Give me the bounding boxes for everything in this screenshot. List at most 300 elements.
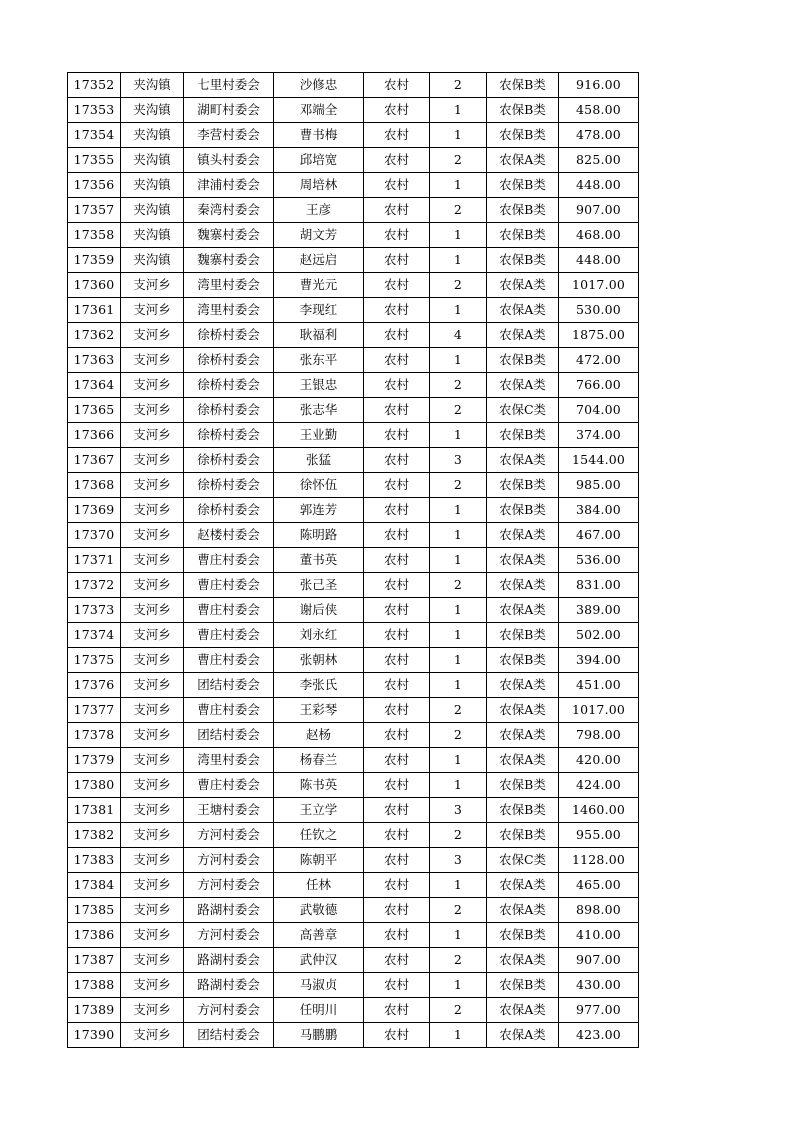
amount-cell: 465.00 — [559, 873, 639, 898]
amount-cell: 394.00 — [559, 648, 639, 673]
town-cell: 支河乡 — [121, 898, 184, 923]
residence-type-cell: 农村 — [364, 123, 430, 148]
table-row — [68, 598, 639, 623]
village-committee-cell: 曹庄村委会 — [184, 623, 274, 648]
household-count-cell: 1 — [430, 173, 487, 198]
person-name-cell: 沙修忠 — [274, 73, 364, 98]
record-id-cell: 17372 — [68, 573, 121, 598]
person-name-cell: 王立学 — [274, 798, 364, 823]
table-row — [68, 823, 639, 848]
table-row — [68, 548, 639, 573]
record-id-cell: 17382 — [68, 823, 121, 848]
village-committee-cell: 曹庄村委会 — [184, 698, 274, 723]
village-committee-cell: 曹庄村委会 — [184, 598, 274, 623]
household-count-cell: 1 — [430, 248, 487, 273]
record-id-cell: 17378 — [68, 723, 121, 748]
town-cell: 夹沟镇 — [121, 198, 184, 223]
person-name-cell: 李张氏 — [274, 673, 364, 698]
record-id-cell: 17364 — [68, 373, 121, 398]
person-name-cell: 耿福利 — [274, 323, 364, 348]
village-committee-cell: 团结村委会 — [184, 1023, 274, 1048]
household-count-cell: 3 — [430, 448, 487, 473]
person-name-cell: 王彩琴 — [274, 698, 364, 723]
table-row — [68, 173, 639, 198]
town-cell: 支河乡 — [121, 348, 184, 373]
amount-cell: 410.00 — [559, 923, 639, 948]
household-count-cell: 2 — [430, 73, 487, 98]
household-count-cell: 1 — [430, 523, 487, 548]
insurance-category-cell: 农保B类 — [487, 648, 559, 673]
insurance-category-cell: 农保B类 — [487, 923, 559, 948]
town-cell: 夹沟镇 — [121, 123, 184, 148]
residence-type-cell: 农村 — [364, 348, 430, 373]
village-committee-cell: 湖町村委会 — [184, 98, 274, 123]
town-cell: 支河乡 — [121, 498, 184, 523]
amount-cell: 468.00 — [559, 223, 639, 248]
record-id-cell: 17368 — [68, 473, 121, 498]
residence-type-cell: 农村 — [364, 148, 430, 173]
record-id-cell: 17352 — [68, 73, 121, 98]
person-name-cell: 谢后侠 — [274, 598, 364, 623]
amount-cell: 1544.00 — [559, 448, 639, 473]
village-committee-cell: 湾里村委会 — [184, 748, 274, 773]
person-name-cell: 刘永红 — [274, 623, 364, 648]
village-committee-cell: 路湖村委会 — [184, 973, 274, 998]
town-cell: 支河乡 — [121, 598, 184, 623]
person-name-cell: 胡文芳 — [274, 223, 364, 248]
residence-type-cell: 农村 — [364, 1023, 430, 1048]
village-committee-cell: 徐桥村委会 — [184, 423, 274, 448]
table-row — [68, 323, 639, 348]
household-count-cell: 2 — [430, 473, 487, 498]
household-count-cell: 2 — [430, 948, 487, 973]
town-cell: 支河乡 — [121, 923, 184, 948]
amount-cell: 977.00 — [559, 998, 639, 1023]
table-row — [68, 73, 639, 98]
person-name-cell: 徐怀伍 — [274, 473, 364, 498]
town-cell: 夹沟镇 — [121, 98, 184, 123]
town-cell: 支河乡 — [121, 1023, 184, 1048]
village-committee-cell: 方河村委会 — [184, 873, 274, 898]
village-committee-cell: 魏寨村委会 — [184, 223, 274, 248]
insurance-category-cell: 农保B类 — [487, 423, 559, 448]
record-id-cell: 17390 — [68, 1023, 121, 1048]
table-row — [68, 398, 639, 423]
record-id-cell: 17370 — [68, 523, 121, 548]
village-committee-cell: 方河村委会 — [184, 998, 274, 1023]
household-count-cell: 2 — [430, 998, 487, 1023]
person-name-cell: 陈朝平 — [274, 848, 364, 873]
record-id-cell: 17375 — [68, 648, 121, 673]
amount-cell: 1017.00 — [559, 273, 639, 298]
insurance-category-cell: 农保A类 — [487, 523, 559, 548]
table-row — [68, 673, 639, 698]
household-count-cell: 3 — [430, 848, 487, 873]
amount-cell: 704.00 — [559, 398, 639, 423]
record-id-cell: 17371 — [68, 548, 121, 573]
village-committee-cell: 路湖村委会 — [184, 898, 274, 923]
person-name-cell: 李现红 — [274, 298, 364, 323]
person-name-cell: 陈书英 — [274, 773, 364, 798]
household-count-cell: 2 — [430, 398, 487, 423]
amount-cell: 898.00 — [559, 898, 639, 923]
table-row — [68, 798, 639, 823]
household-count-cell: 1 — [430, 773, 487, 798]
amount-cell: 430.00 — [559, 973, 639, 998]
town-cell: 支河乡 — [121, 373, 184, 398]
person-name-cell: 张猛 — [274, 448, 364, 473]
village-committee-cell: 秦湾村委会 — [184, 198, 274, 223]
household-count-cell: 2 — [430, 373, 487, 398]
town-cell: 支河乡 — [121, 773, 184, 798]
insurance-category-cell: 农保B类 — [487, 473, 559, 498]
residence-type-cell: 农村 — [364, 573, 430, 598]
table-row — [68, 998, 639, 1023]
insurance-category-cell: 农保A类 — [487, 573, 559, 598]
person-name-cell: 王彦 — [274, 198, 364, 223]
household-count-cell: 1 — [430, 873, 487, 898]
record-id-cell: 17376 — [68, 673, 121, 698]
amount-cell: 472.00 — [559, 348, 639, 373]
town-cell: 夹沟镇 — [121, 73, 184, 98]
household-count-cell: 1 — [430, 223, 487, 248]
amount-cell: 448.00 — [559, 173, 639, 198]
table-row — [68, 198, 639, 223]
record-id-cell: 17363 — [68, 348, 121, 373]
table-row — [68, 973, 639, 998]
record-id-cell: 17361 — [68, 298, 121, 323]
insurance-category-cell: 农保B类 — [487, 173, 559, 198]
person-name-cell: 邱培宽 — [274, 148, 364, 173]
record-id-cell: 17360 — [68, 273, 121, 298]
household-count-cell: 2 — [430, 573, 487, 598]
insurance-category-cell: 农保A类 — [487, 373, 559, 398]
town-cell: 支河乡 — [121, 573, 184, 598]
town-cell: 支河乡 — [121, 623, 184, 648]
record-id-cell: 17356 — [68, 173, 121, 198]
residence-type-cell: 农村 — [364, 548, 430, 573]
town-cell: 支河乡 — [121, 798, 184, 823]
residence-type-cell: 农村 — [364, 823, 430, 848]
insurance-category-cell: 农保A类 — [487, 948, 559, 973]
person-name-cell: 赵远启 — [274, 248, 364, 273]
table-row — [68, 148, 639, 173]
insurance-category-cell: 农保C类 — [487, 398, 559, 423]
residence-type-cell: 农村 — [364, 423, 430, 448]
residence-type-cell: 农村 — [364, 698, 430, 723]
record-id-cell: 17386 — [68, 923, 121, 948]
person-name-cell: 张志华 — [274, 398, 364, 423]
table-row — [68, 923, 639, 948]
residence-type-cell: 农村 — [364, 323, 430, 348]
record-id-cell: 17362 — [68, 323, 121, 348]
record-id-cell: 17353 — [68, 98, 121, 123]
insurance-category-cell: 农保A类 — [487, 323, 559, 348]
amount-cell: 766.00 — [559, 373, 639, 398]
town-cell: 支河乡 — [121, 523, 184, 548]
table-row — [68, 848, 639, 873]
insurance-category-cell: 农保A类 — [487, 873, 559, 898]
insurance-category-cell: 农保A类 — [487, 298, 559, 323]
town-cell: 夹沟镇 — [121, 148, 184, 173]
table-row — [68, 1023, 639, 1048]
amount-cell: 1875.00 — [559, 323, 639, 348]
residence-type-cell: 农村 — [364, 948, 430, 973]
amount-cell: 389.00 — [559, 598, 639, 623]
village-committee-cell: 徐桥村委会 — [184, 398, 274, 423]
person-name-cell: 高善章 — [274, 923, 364, 948]
residence-type-cell: 农村 — [364, 923, 430, 948]
village-committee-cell: 魏寨村委会 — [184, 248, 274, 273]
person-name-cell: 武敬德 — [274, 898, 364, 923]
person-name-cell: 曹光元 — [274, 273, 364, 298]
village-committee-cell: 李营村委会 — [184, 123, 274, 148]
household-count-cell: 1 — [430, 98, 487, 123]
amount-cell: 907.00 — [559, 948, 639, 973]
town-cell: 支河乡 — [121, 473, 184, 498]
amount-cell: 916.00 — [559, 73, 639, 98]
table-row — [68, 373, 639, 398]
record-id-cell: 17379 — [68, 748, 121, 773]
amount-cell: 420.00 — [559, 748, 639, 773]
village-committee-cell: 徐桥村委会 — [184, 498, 274, 523]
residence-type-cell: 农村 — [364, 198, 430, 223]
insurance-category-cell: 农保C类 — [487, 848, 559, 873]
residence-type-cell: 农村 — [364, 723, 430, 748]
amount-cell: 451.00 — [559, 673, 639, 698]
household-count-cell: 1 — [430, 498, 487, 523]
town-cell: 支河乡 — [121, 698, 184, 723]
village-committee-cell: 七里村委会 — [184, 73, 274, 98]
insurance-category-cell: 农保A类 — [487, 448, 559, 473]
person-name-cell: 郭连芳 — [274, 498, 364, 523]
person-name-cell: 武仲汉 — [274, 948, 364, 973]
person-name-cell: 赵杨 — [274, 723, 364, 748]
residence-type-cell: 农村 — [364, 748, 430, 773]
village-committee-cell: 曹庄村委会 — [184, 773, 274, 798]
record-id-cell: 17367 — [68, 448, 121, 473]
town-cell: 支河乡 — [121, 648, 184, 673]
table-row — [68, 298, 639, 323]
amount-cell: 985.00 — [559, 473, 639, 498]
amount-cell: 458.00 — [559, 98, 639, 123]
amount-cell: 448.00 — [559, 248, 639, 273]
table-row — [68, 423, 639, 448]
residence-type-cell: 农村 — [364, 773, 430, 798]
residence-type-cell: 农村 — [364, 623, 430, 648]
insurance-category-cell: 农保B类 — [487, 823, 559, 848]
residence-type-cell: 农村 — [364, 398, 430, 423]
household-count-cell: 2 — [430, 273, 487, 298]
village-committee-cell: 赵楼村委会 — [184, 523, 274, 548]
town-cell: 支河乡 — [121, 323, 184, 348]
residence-type-cell: 农村 — [364, 223, 430, 248]
village-committee-cell: 团结村委会 — [184, 723, 274, 748]
person-name-cell: 王业勤 — [274, 423, 364, 448]
record-id-cell: 17374 — [68, 623, 121, 648]
amount-cell: 424.00 — [559, 773, 639, 798]
household-count-cell: 2 — [430, 198, 487, 223]
village-committee-cell: 路湖村委会 — [184, 948, 274, 973]
insurance-category-cell: 农保A类 — [487, 898, 559, 923]
amount-cell: 798.00 — [559, 723, 639, 748]
residence-type-cell: 农村 — [364, 873, 430, 898]
insurance-category-cell: 农保A类 — [487, 273, 559, 298]
residence-type-cell: 农村 — [364, 648, 430, 673]
record-id-cell: 17365 — [68, 398, 121, 423]
table-row — [68, 348, 639, 373]
record-id-cell: 17380 — [68, 773, 121, 798]
town-cell: 支河乡 — [121, 998, 184, 1023]
insurance-category-cell: 农保B类 — [487, 123, 559, 148]
amount-cell: 478.00 — [559, 123, 639, 148]
residence-type-cell: 农村 — [364, 898, 430, 923]
household-count-cell: 1 — [430, 298, 487, 323]
residence-type-cell: 农村 — [364, 98, 430, 123]
person-name-cell: 周培林 — [274, 173, 364, 198]
household-count-cell: 2 — [430, 723, 487, 748]
village-committee-cell: 徐桥村委会 — [184, 323, 274, 348]
village-committee-cell: 王塘村委会 — [184, 798, 274, 823]
household-count-cell: 1 — [430, 1023, 487, 1048]
insurance-category-cell: 农保A类 — [487, 673, 559, 698]
person-name-cell: 邓端全 — [274, 98, 364, 123]
village-committee-cell: 镇头村委会 — [184, 148, 274, 173]
town-cell: 支河乡 — [121, 448, 184, 473]
town-cell: 支河乡 — [121, 748, 184, 773]
insurance-category-cell: 农保B类 — [487, 973, 559, 998]
table-row — [68, 773, 639, 798]
record-id-cell: 17384 — [68, 873, 121, 898]
residence-type-cell: 农村 — [364, 298, 430, 323]
table-row — [68, 498, 639, 523]
household-count-cell: 3 — [430, 798, 487, 823]
residence-type-cell: 农村 — [364, 973, 430, 998]
residence-type-cell: 农村 — [364, 998, 430, 1023]
household-count-cell: 1 — [430, 923, 487, 948]
household-count-cell: 1 — [430, 123, 487, 148]
village-committee-cell: 曹庄村委会 — [184, 548, 274, 573]
insurance-category-cell: 农保B类 — [487, 773, 559, 798]
residence-type-cell: 农村 — [364, 498, 430, 523]
record-id-cell: 17389 — [68, 998, 121, 1023]
village-committee-cell: 方河村委会 — [184, 848, 274, 873]
amount-cell: 955.00 — [559, 823, 639, 848]
household-count-cell: 1 — [430, 673, 487, 698]
insurance-category-cell: 农保A类 — [487, 148, 559, 173]
town-cell: 夹沟镇 — [121, 173, 184, 198]
table-row — [68, 523, 639, 548]
person-name-cell: 马淑贞 — [274, 973, 364, 998]
town-cell: 支河乡 — [121, 423, 184, 448]
village-committee-cell: 湾里村委会 — [184, 273, 274, 298]
village-committee-cell: 徐桥村委会 — [184, 448, 274, 473]
person-name-cell: 任明川 — [274, 998, 364, 1023]
table-row — [68, 623, 639, 648]
residence-type-cell: 农村 — [364, 798, 430, 823]
table-row — [68, 473, 639, 498]
village-committee-cell: 徐桥村委会 — [184, 373, 274, 398]
record-id-cell: 17358 — [68, 223, 121, 248]
person-name-cell: 张己圣 — [274, 573, 364, 598]
insurance-category-cell: 农保A类 — [487, 1023, 559, 1048]
household-count-cell: 1 — [430, 648, 487, 673]
record-id-cell: 17381 — [68, 798, 121, 823]
record-id-cell: 17357 — [68, 198, 121, 223]
amount-cell: 831.00 — [559, 573, 639, 598]
village-committee-cell: 曹庄村委会 — [184, 648, 274, 673]
record-id-cell: 17385 — [68, 898, 121, 923]
insurance-category-cell: 农保B类 — [487, 498, 559, 523]
insurance-category-cell: 农保B类 — [487, 798, 559, 823]
table-row — [68, 98, 639, 123]
insurance-category-cell: 农保A类 — [487, 548, 559, 573]
town-cell: 支河乡 — [121, 723, 184, 748]
table-row — [68, 948, 639, 973]
table-row — [68, 648, 639, 673]
town-cell: 支河乡 — [121, 948, 184, 973]
amount-cell: 374.00 — [559, 423, 639, 448]
household-count-cell: 1 — [430, 973, 487, 998]
person-name-cell: 王银忠 — [274, 373, 364, 398]
record-id-cell: 17373 — [68, 598, 121, 623]
town-cell: 支河乡 — [121, 398, 184, 423]
insurance-category-cell: 农保B类 — [487, 623, 559, 648]
table-row — [68, 123, 639, 148]
table-row — [68, 223, 639, 248]
amount-cell: 536.00 — [559, 548, 639, 573]
table-row — [68, 273, 639, 298]
village-committee-cell: 团结村委会 — [184, 673, 274, 698]
amount-cell: 530.00 — [559, 298, 639, 323]
residence-type-cell: 农村 — [364, 173, 430, 198]
residence-type-cell: 农村 — [364, 598, 430, 623]
residence-type-cell: 农村 — [364, 523, 430, 548]
insurance-category-cell: 农保B类 — [487, 223, 559, 248]
record-id-cell: 17377 — [68, 698, 121, 723]
residence-type-cell: 农村 — [364, 673, 430, 698]
household-count-cell: 2 — [430, 698, 487, 723]
person-name-cell: 曹书梅 — [274, 123, 364, 148]
town-cell: 支河乡 — [121, 273, 184, 298]
amount-cell: 384.00 — [559, 498, 639, 523]
insurance-category-cell: 农保B类 — [487, 73, 559, 98]
table-row — [68, 448, 639, 473]
record-id-cell: 17387 — [68, 948, 121, 973]
residence-type-cell: 农村 — [364, 273, 430, 298]
household-count-cell: 1 — [430, 548, 487, 573]
table-row — [68, 873, 639, 898]
village-committee-cell: 方河村委会 — [184, 923, 274, 948]
household-count-cell: 1 — [430, 423, 487, 448]
insurance-category-cell: 农保A类 — [487, 998, 559, 1023]
insurance-category-cell: 农保A类 — [487, 748, 559, 773]
amount-cell: 1128.00 — [559, 848, 639, 873]
town-cell: 支河乡 — [121, 673, 184, 698]
amount-cell: 502.00 — [559, 623, 639, 648]
record-id-cell: 17388 — [68, 973, 121, 998]
record-id-cell: 17366 — [68, 423, 121, 448]
town-cell: 支河乡 — [121, 873, 184, 898]
table-row — [68, 698, 639, 723]
insurance-category-cell: 农保B类 — [487, 248, 559, 273]
table-row — [68, 248, 639, 273]
amount-cell: 423.00 — [559, 1023, 639, 1048]
town-cell: 夹沟镇 — [121, 248, 184, 273]
amount-cell: 825.00 — [559, 148, 639, 173]
insurance-category-cell: 农保B类 — [487, 348, 559, 373]
town-cell: 支河乡 — [121, 548, 184, 573]
